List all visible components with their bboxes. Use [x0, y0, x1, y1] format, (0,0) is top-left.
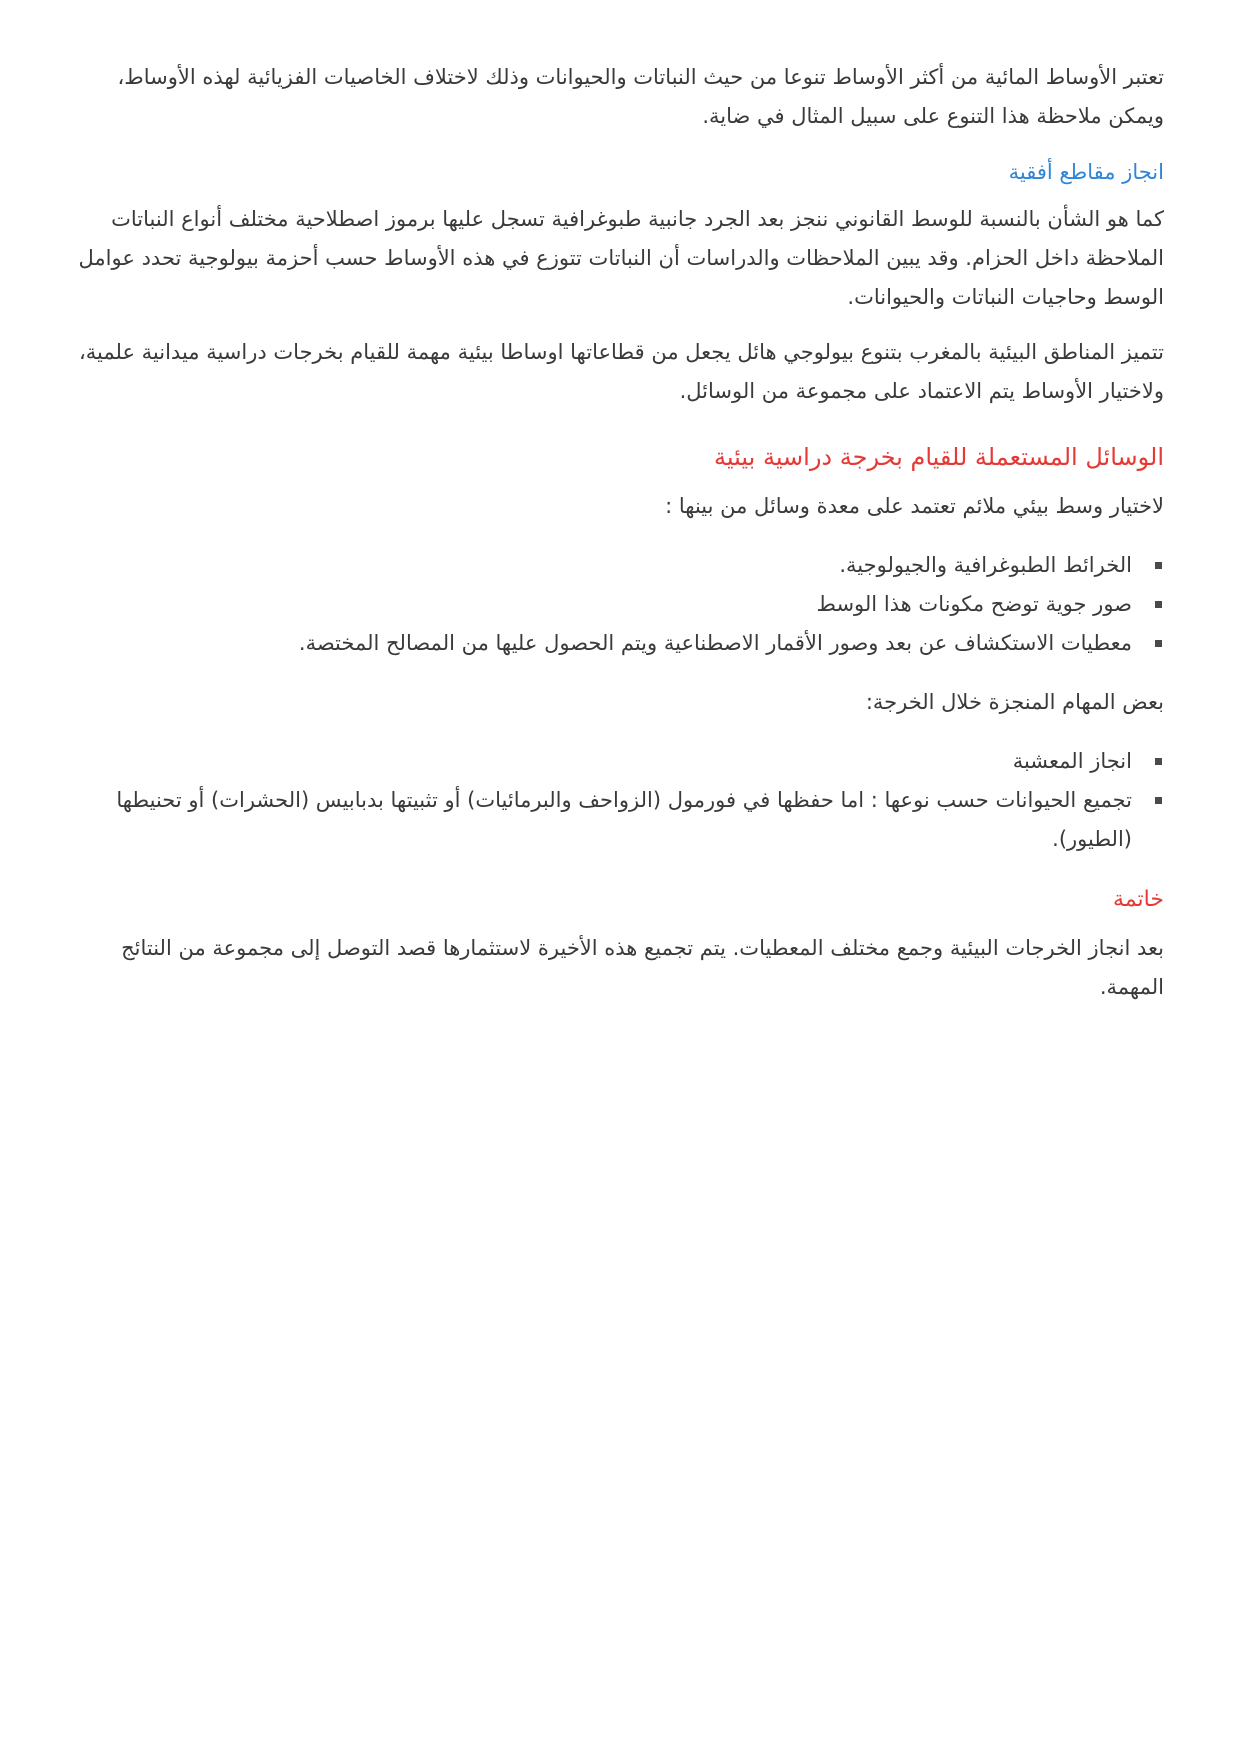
- heading-conclusion: خاتمة: [1113, 887, 1164, 912]
- square-bullet-icon: [1155, 562, 1162, 569]
- list-item: [74, 585, 1164, 624]
- list-item: [74, 624, 1164, 663]
- tools-list: [74, 546, 1164, 663]
- intro-paragraph: تعتبر الأوساط المائية من أكثر الأوساط تنوعا من حيث النباتات والحيوانات وذلك لاختلاف الخاصيات الفزيائية لهذه الأوساط، ويمكن ملاحظة هذا التنوع على سبيل المثال في ضاية.: [117, 65, 1164, 128]
- list-item-text: معطيات الاستكشاف عن بعد وصور الأقمار الاصطناعية ويتم الحصول عليها من المصالح المختصة.: [298, 631, 1132, 655]
- horizontal-sections-paragraph-2: تتميز المناطق البيئية بالمغرب بتنوع بيولوجي هائل يجعل من قطاعاتها اوساطا بيئية مهمة للقيام بخرجات دراسية ميدانية علمية، ولاختيار الأوساط يتم الاعتماد على مجموعة من الوسائل.: [78, 340, 1164, 403]
- list-item-text: صور جوية توضح مكونات هذا الوسط: [816, 592, 1132, 616]
- list-item-text: انجاز المعشبة: [1012, 749, 1132, 773]
- tasks-list: [74, 742, 1164, 859]
- list-item: [74, 781, 1164, 859]
- horizontal-sections-paragraph-1: كما هو الشأن بالنسبة للوسط القانوني ننجز بعد الجرد جانبية طبوغرافية تسجل عليها برموز اصطلاحية مختلف أنواع النباتات الملاحظة داخل الحزام. وقد يبين الملاحظات والدراسات أن النباتات تتوزع في هذه الأوساط حسب أحزمة بيولوجية تحدد عوامل الوسط وحاجيات النباتات والحيوانات.: [78, 207, 1164, 309]
- tools-intro-paragraph: لاختيار وسط بيئي ملائم تعتمد على معدة وسائل من بينها :: [665, 494, 1164, 518]
- list-item: [74, 742, 1164, 781]
- tasks-intro-paragraph: بعض المهام المنجزة خلال الخرجة:: [865, 690, 1164, 714]
- square-bullet-icon: [1155, 601, 1162, 608]
- conclusion-paragraph: بعد انجاز الخرجات البيئية وجمع مختلف المعطيات. يتم تجميع هذه الأخيرة لاستثمارها قصد التوصل إلى مجموعة من النتائج المهمة.: [121, 936, 1164, 999]
- square-bullet-icon: [1155, 640, 1162, 647]
- list-item-text: تجميع الحيوانات حسب نوعها : اما حفظها في فورمول (الزواحف والبرمائيات) أو تثبيتها بدبابيس (الحشرات) أو تحنيطها (الطيور).: [116, 788, 1132, 851]
- square-bullet-icon: [1155, 797, 1162, 804]
- heading-tools: الوسائل المستعملة للقيام بخرجة دراسية بيئية: [714, 443, 1164, 471]
- heading-horizontal-sections: انجاز مقاطع أفقية: [1008, 160, 1164, 184]
- document-page: [74, 58, 1164, 1007]
- list-item-text: الخرائط الطبوغرافية والجيولوجية.: [839, 553, 1132, 577]
- list-item: [74, 546, 1164, 585]
- square-bullet-icon: [1155, 758, 1162, 765]
